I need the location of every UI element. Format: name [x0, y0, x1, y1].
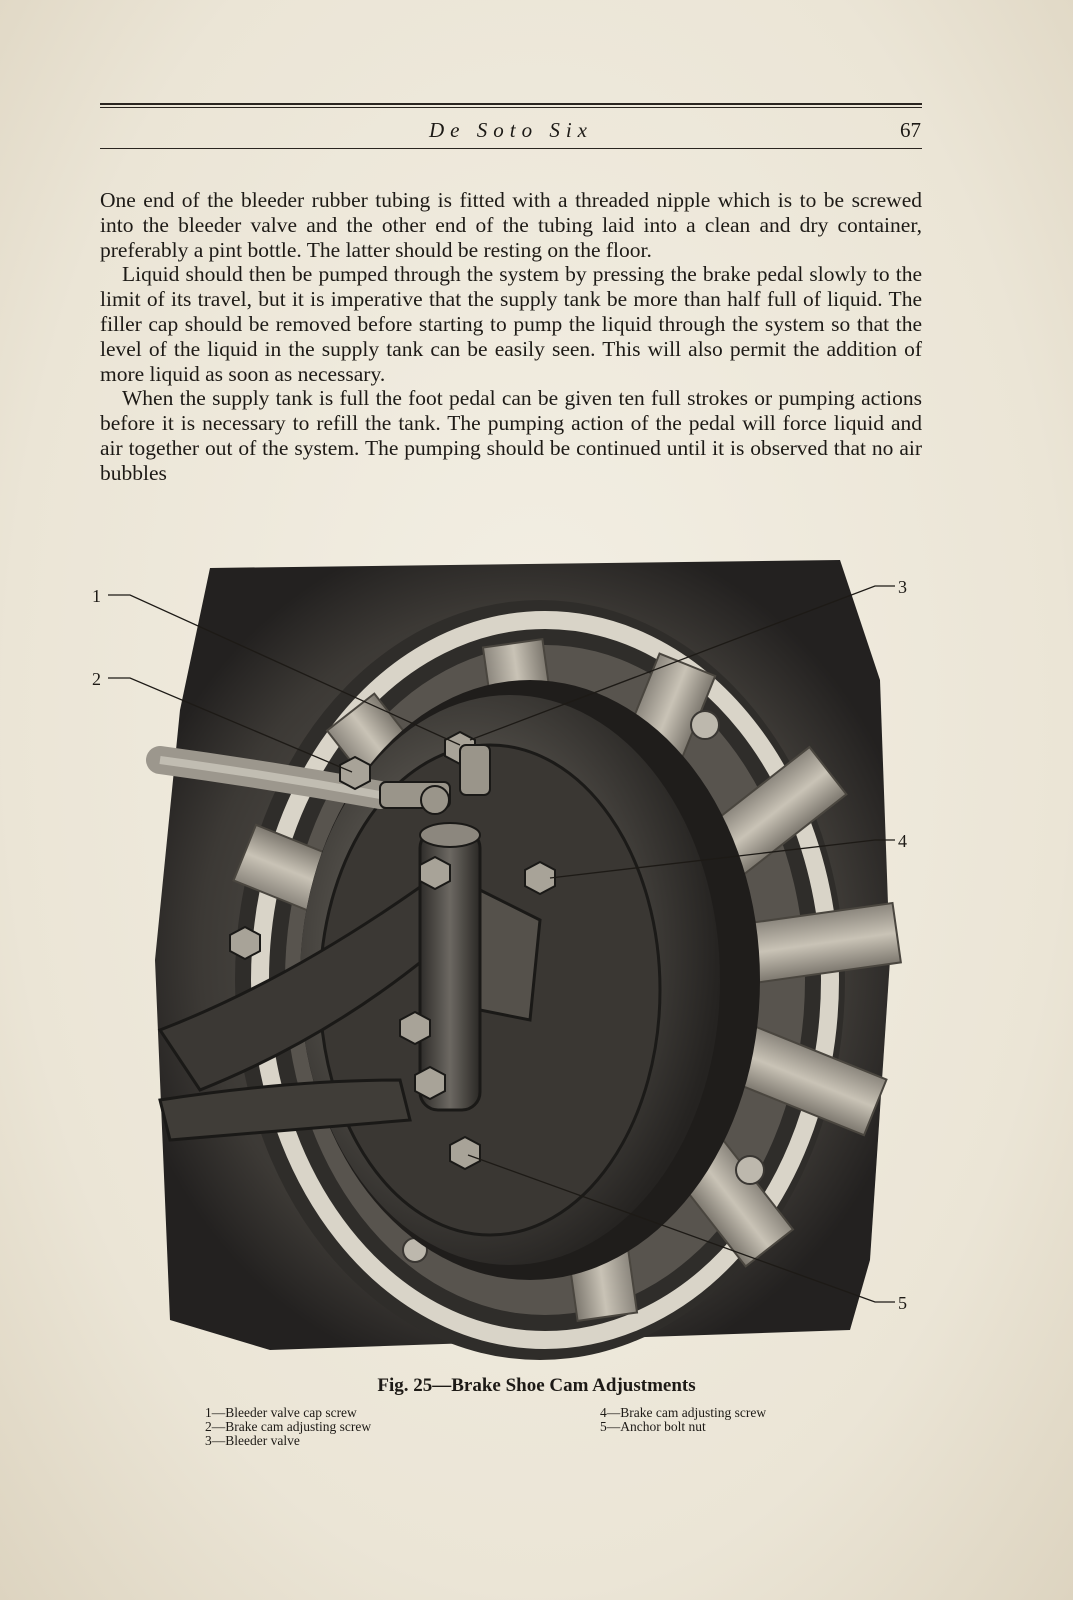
callout-5: 5 — [898, 1293, 907, 1313]
running-title: De Soto Six — [429, 118, 593, 142]
callout-1: 1 — [92, 586, 101, 606]
legend-item: 2—Brake cam adjusting screw — [205, 1419, 372, 1434]
callout-4: 4 — [898, 831, 907, 851]
paragraph: When the supply tank is full the foot pedal can be given ten full strokes or pumping actions before it is necessary to refill the tank. The pumping action of the pedal will force liquid and air together out of the system. The pumping should be continued until it is observed that no air bubbles — [100, 386, 922, 485]
paragraph: One end of the bleeder rubber tubing is fitted with a threaded nipple which is to be screwed into the bleeder valve and the other end of the tubing laid into a clean and dry container, preferably a pint bottle. The latter should be resting on the floor. — [100, 188, 922, 262]
legend-item: 3—Bleeder valve — [205, 1433, 300, 1448]
page-number: 67 — [900, 118, 921, 142]
figure-caption: Fig. 25—Brake Shoe Cam Adjustments — [377, 1375, 696, 1396]
figure-legend-right — [600, 1406, 766, 1434]
legend-item: 4—Brake cam adjusting screw — [600, 1405, 767, 1420]
header-rule-top-thin — [100, 107, 922, 108]
paragraph: Liquid should then be pumped through the system by pressing the brake pedal slowly to the limit of its travel, but it is imperative that the supply tank be more than half full of liquid. The filler cap should be removed before starting to pump the liquid through the system so that the level of the liquid in the supply tank can be easily seen. This will also permit the addition of more liquid as soon as necessary. — [100, 262, 922, 386]
callout-3: 3 — [898, 577, 907, 597]
brake-assembly-illustration — [90, 560, 930, 1360]
header-rule-top — [100, 103, 922, 105]
legend-item: 1—Bleeder valve cap screw — [205, 1405, 357, 1420]
header-rule-bottom — [100, 148, 922, 149]
legend-item: 5—Anchor bolt nut — [600, 1419, 706, 1434]
body-text — [100, 188, 922, 486]
figure-legend-left — [205, 1406, 371, 1448]
callout-2: 2 — [92, 669, 101, 689]
